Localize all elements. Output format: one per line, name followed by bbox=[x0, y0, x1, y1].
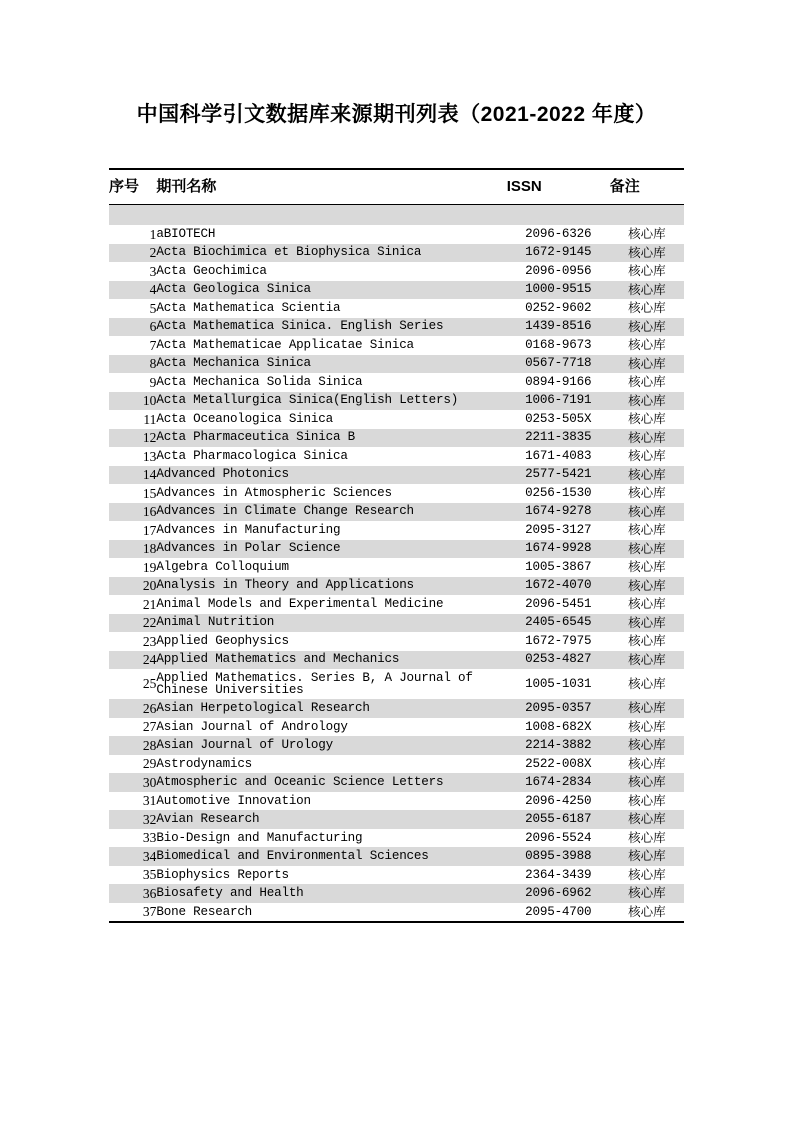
table-row bbox=[109, 410, 684, 429]
cell-journal-name: Acta Mechanica Sinica bbox=[156, 355, 506, 374]
cell-note: 核心库 bbox=[610, 614, 684, 633]
cell-journal-name: Advances in Climate Change Research bbox=[156, 503, 506, 522]
cell-no: 10 bbox=[109, 392, 156, 411]
table-row bbox=[109, 299, 684, 318]
cell-note: 核心库 bbox=[628, 486, 666, 500]
cell-note: 核心库 bbox=[628, 867, 666, 882]
page-title: 中国科学引文数据库来源期刊列表（2021-2022 年度） bbox=[136, 103, 657, 126]
cell-journal-name: Automotive Innovation bbox=[156, 793, 311, 808]
cell-journal-name: Applied Mathematics and Mechanics bbox=[156, 651, 506, 670]
cell-no: 25 bbox=[142, 676, 157, 692]
cell-issn: 2096-4250 bbox=[525, 793, 592, 808]
table-row bbox=[109, 736, 684, 755]
cell-journal-name: Acta Pharmacologica Sinica bbox=[156, 448, 348, 463]
cell-issn: 1005-3867 bbox=[525, 559, 592, 574]
cell-issn: 0253-4827 bbox=[507, 651, 610, 670]
cell-issn: 0895-3988 bbox=[507, 847, 610, 866]
cell-no: 5 bbox=[149, 300, 157, 316]
table-body bbox=[109, 205, 684, 922]
cell-journal-name: Advances in Manufacturing bbox=[156, 522, 341, 537]
cell-issn: 0256-1530 bbox=[525, 485, 592, 500]
cell-note: 核心库 bbox=[610, 773, 684, 792]
cell-no: 17 bbox=[142, 522, 157, 538]
cell-note: 核心库 bbox=[628, 719, 666, 734]
cell-note: 核心库 bbox=[628, 756, 666, 771]
cell-journal-name: Avian Research bbox=[156, 810, 506, 829]
cell-journal-name: Acta Mathematicae Applicatae Sinica bbox=[156, 337, 414, 352]
table-row bbox=[109, 792, 684, 811]
cell-no: 29 bbox=[142, 756, 157, 772]
cell-no: 4 bbox=[109, 281, 156, 300]
table-spacer-cell bbox=[109, 205, 684, 226]
cell-journal-name: Acta Geologica Sinica bbox=[156, 281, 506, 300]
cell-note: 核心库 bbox=[610, 244, 684, 263]
cell-note: 核心库 bbox=[628, 338, 666, 352]
table-row bbox=[109, 447, 684, 466]
cell-no: 11 bbox=[143, 411, 157, 427]
cell-journal-name: Acta Geochimica bbox=[156, 263, 267, 278]
table-row bbox=[109, 262, 684, 281]
cell-journal-name: Advances in Polar Science bbox=[156, 540, 506, 559]
table-bottom-rule bbox=[109, 921, 684, 923]
cell-note: 核心库 bbox=[610, 847, 684, 866]
table-row bbox=[109, 466, 684, 485]
cell-note: 核心库 bbox=[628, 676, 666, 691]
cell-journal-name: Advanced Photonics bbox=[156, 466, 506, 485]
table-row bbox=[109, 336, 684, 355]
cell-note: 核心库 bbox=[610, 651, 684, 670]
cell-note: 核心库 bbox=[628, 793, 666, 808]
table-row bbox=[109, 225, 684, 244]
cell-no: 27 bbox=[142, 719, 157, 735]
cell-issn: 2096-6326 bbox=[525, 226, 592, 241]
cell-issn: 1439-8516 bbox=[507, 318, 610, 337]
cell-issn: 2095-4700 bbox=[525, 904, 592, 919]
table-row bbox=[109, 632, 684, 651]
cell-no: 22 bbox=[109, 614, 156, 633]
cell-issn: 1671-4083 bbox=[525, 448, 592, 463]
table-row bbox=[109, 755, 684, 774]
cell-journal-name: Acta Pharmaceutica Sinica B bbox=[156, 429, 506, 448]
cell-note: 核心库 bbox=[628, 227, 666, 241]
cell-no: 34 bbox=[109, 847, 156, 866]
table-row bbox=[109, 614, 684, 633]
cell-issn: 0253-505X bbox=[525, 411, 592, 426]
cell-note: 核心库 bbox=[610, 392, 684, 411]
cell-issn: 1672-4070 bbox=[507, 577, 610, 596]
table-row bbox=[109, 373, 684, 392]
cell-issn: 2522-008X bbox=[525, 756, 592, 771]
journal-table bbox=[109, 168, 684, 921]
cell-note: 核心库 bbox=[610, 355, 684, 374]
cell-journal-name: Biosafety and Health bbox=[156, 884, 506, 903]
table-row bbox=[109, 318, 684, 337]
table-row bbox=[109, 355, 684, 374]
cell-no: 1 bbox=[149, 226, 157, 242]
cell-note: 核心库 bbox=[610, 884, 684, 903]
table-row bbox=[109, 669, 684, 699]
cell-no: 19 bbox=[142, 559, 157, 575]
cell-issn: 2096-5524 bbox=[525, 830, 592, 845]
cell-no: 7 bbox=[149, 337, 157, 353]
cell-note: 核心库 bbox=[610, 429, 684, 448]
cell-no: 36 bbox=[109, 884, 156, 903]
table-row bbox=[109, 773, 684, 792]
cell-note: 核心库 bbox=[628, 904, 666, 919]
cell-no: 9 bbox=[149, 374, 157, 390]
table-row bbox=[109, 884, 684, 903]
cell-issn: 1672-7975 bbox=[525, 633, 592, 648]
cell-issn: 2214-3882 bbox=[507, 736, 610, 755]
cell-issn: 2096-6962 bbox=[507, 884, 610, 903]
cell-journal-name: Asian Journal of Urology bbox=[156, 736, 506, 755]
table-row bbox=[109, 558, 684, 577]
cell-journal-name: Algebra Colloquium bbox=[156, 559, 289, 574]
cell-issn: 1000-9515 bbox=[507, 281, 610, 300]
cell-issn: 1674-9278 bbox=[507, 503, 610, 522]
cell-no: 37 bbox=[142, 904, 157, 920]
cell-journal-name: Acta Oceanologica Sinica bbox=[156, 411, 333, 426]
cell-issn: 0252-9602 bbox=[525, 300, 592, 315]
cell-issn: 2405-6545 bbox=[507, 614, 610, 633]
cell-note: 核心库 bbox=[628, 375, 666, 389]
cell-note: 核心库 bbox=[610, 281, 684, 300]
table-row bbox=[109, 829, 684, 848]
cell-issn: 1005-1031 bbox=[525, 676, 592, 691]
cell-note: 核心库 bbox=[628, 597, 666, 611]
cell-journal-name: Applied Geophysics bbox=[156, 633, 289, 648]
cell-issn: 0168-9673 bbox=[525, 337, 592, 352]
table-spacer-row bbox=[109, 205, 684, 226]
cell-issn: 1008-682X bbox=[525, 719, 592, 734]
table-row bbox=[109, 281, 684, 300]
cell-issn: 2577-5421 bbox=[507, 466, 610, 485]
header-row bbox=[109, 169, 684, 205]
cell-note: 核心库 bbox=[628, 412, 666, 426]
cell-note: 核心库 bbox=[628, 523, 666, 537]
cell-note: 核心库 bbox=[610, 466, 684, 485]
cell-issn: 2095-0357 bbox=[507, 699, 610, 718]
table-row bbox=[109, 429, 684, 448]
cell-no: 15 bbox=[142, 485, 157, 501]
cell-note: 核心库 bbox=[628, 560, 666, 574]
table-row bbox=[109, 503, 684, 522]
cell-no: 14 bbox=[109, 466, 156, 485]
cell-no: 16 bbox=[109, 503, 156, 522]
journal-table-container bbox=[109, 128, 684, 923]
cell-no: 24 bbox=[109, 651, 156, 670]
cell-issn: 2211-3835 bbox=[507, 429, 610, 448]
cell-issn: 1006-7191 bbox=[507, 392, 610, 411]
cell-issn: 1672-9145 bbox=[507, 244, 610, 263]
cell-journal-name: Acta Biochimica et Biophysica Sinica bbox=[156, 244, 506, 263]
cell-issn: 2096-5451 bbox=[525, 596, 592, 611]
cell-journal-name: Acta Metallurgica Sinica(English Letters) bbox=[156, 392, 506, 411]
cell-note: 核心库 bbox=[610, 503, 684, 522]
table-row bbox=[109, 577, 684, 596]
cell-note: 核心库 bbox=[628, 634, 666, 648]
cell-issn: 1674-2834 bbox=[507, 773, 610, 792]
cell-note: 核心库 bbox=[610, 699, 684, 718]
cell-issn: 0567-7718 bbox=[507, 355, 610, 374]
column-header-note: 备注 bbox=[610, 169, 684, 205]
cell-journal-name: Acta Mathematica Scientia bbox=[156, 300, 341, 315]
cell-no: 35 bbox=[142, 867, 157, 883]
table-row bbox=[109, 540, 684, 559]
cell-journal-name: Analysis in Theory and Applications bbox=[156, 577, 506, 596]
cell-no: 33 bbox=[142, 830, 157, 846]
table-row bbox=[109, 651, 684, 670]
cell-note: 核心库 bbox=[610, 736, 684, 755]
cell-no: 21 bbox=[142, 596, 157, 612]
table-row bbox=[109, 699, 684, 718]
cell-issn: 1674-9928 bbox=[507, 540, 610, 559]
table-header bbox=[109, 169, 684, 205]
cell-no: 23 bbox=[142, 633, 157, 649]
cell-issn: 2055-6187 bbox=[507, 810, 610, 829]
table-row bbox=[109, 521, 684, 540]
column-header-issn: ISSN bbox=[507, 169, 610, 205]
cell-journal-name: Biomedical and Environmental Sciences bbox=[156, 847, 506, 866]
cell-no: 6 bbox=[109, 318, 156, 337]
cell-no: 8 bbox=[109, 355, 156, 374]
cell-issn: 2364-3439 bbox=[525, 867, 592, 882]
cell-no: 32 bbox=[109, 810, 156, 829]
cell-issn: 2096-0956 bbox=[525, 263, 592, 278]
cell-journal-name: Bone Research bbox=[156, 904, 253, 919]
table-row bbox=[109, 847, 684, 866]
cell-no: 28 bbox=[109, 736, 156, 755]
cell-note: 核心库 bbox=[628, 830, 666, 845]
cell-note: 核心库 bbox=[610, 540, 684, 559]
cell-no: 31 bbox=[142, 793, 157, 809]
table-row bbox=[109, 866, 684, 885]
table-row bbox=[109, 903, 684, 922]
cell-journal-name: Acta Mechanica Solida Sinica bbox=[156, 374, 363, 389]
cell-journal-name: Animal Models and Experimental Medicine bbox=[156, 596, 444, 611]
table-row bbox=[109, 718, 684, 737]
cell-note: 核心库 bbox=[610, 810, 684, 829]
cell-note: 核心库 bbox=[610, 318, 684, 337]
table-row bbox=[109, 810, 684, 829]
cell-note: 核心库 bbox=[628, 264, 666, 278]
cell-issn: 2095-3127 bbox=[525, 522, 592, 537]
cell-journal-name: Animal Nutrition bbox=[156, 614, 506, 633]
cell-note: 核心库 bbox=[610, 577, 684, 596]
cell-note: 核心库 bbox=[628, 301, 666, 315]
cell-no: 12 bbox=[109, 429, 156, 448]
cell-no: 3 bbox=[149, 263, 157, 279]
cell-issn: 0894-9166 bbox=[525, 374, 592, 389]
table-row bbox=[109, 392, 684, 411]
table-row bbox=[109, 244, 684, 263]
cell-no: 30 bbox=[109, 773, 156, 792]
cell-journal-name: Astrodynamics bbox=[156, 756, 253, 771]
cell-note: 核心库 bbox=[628, 449, 666, 463]
cell-journal-name: Advances in Atmospheric Sciences bbox=[156, 485, 392, 500]
cell-journal-name: Bio-Design and Manufacturing bbox=[156, 830, 363, 845]
cell-no: 13 bbox=[142, 448, 157, 464]
cell-journal-name: Applied Mathematics. Series B, A Journal of Chinese Universities bbox=[156, 670, 473, 698]
cell-journal-name: Asian Herpetological Research bbox=[156, 699, 506, 718]
cell-no: 26 bbox=[109, 699, 156, 718]
cell-no: 18 bbox=[109, 540, 156, 559]
cell-journal-name: Asian Journal of Andrology bbox=[156, 719, 348, 734]
cell-no: 20 bbox=[109, 577, 156, 596]
cell-journal-name: Acta Mathematica Sinica. English Series bbox=[156, 318, 506, 337]
cell-journal-name: aBIOTECH bbox=[156, 226, 216, 241]
column-header-name: 期刊名称 bbox=[156, 169, 506, 205]
cell-no: 2 bbox=[109, 244, 156, 263]
cell-journal-name: Atmospheric and Oceanic Science Letters bbox=[156, 773, 506, 792]
table-row bbox=[109, 484, 684, 503]
column-header-no: 序号 bbox=[109, 169, 156, 205]
table-row bbox=[109, 595, 684, 614]
cell-journal-name: Biophysics Reports bbox=[156, 867, 289, 882]
